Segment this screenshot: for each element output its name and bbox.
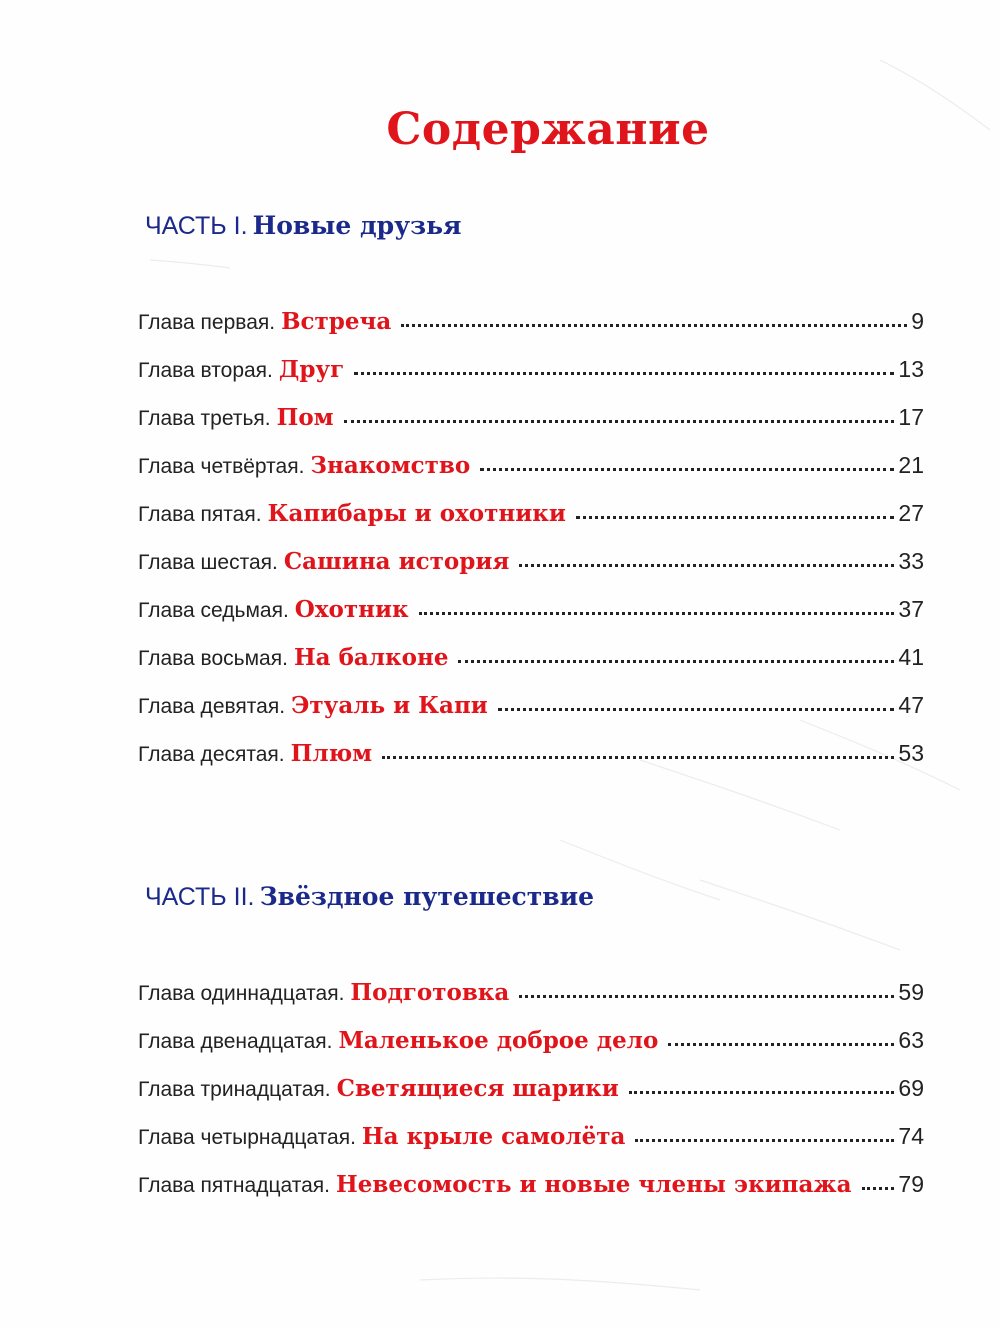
page-number: 74 xyxy=(898,1123,924,1149)
toc-entry xyxy=(138,596,924,636)
page-number: 21 xyxy=(898,452,924,478)
page-number: 13 xyxy=(898,356,924,382)
dot-leader xyxy=(480,467,894,471)
dot-leader xyxy=(576,515,894,519)
toc-entry xyxy=(138,740,924,780)
part-1-title: Новые друзья xyxy=(252,211,462,240)
chapter-label: Глава восьмая. xyxy=(138,647,288,670)
dot-leader xyxy=(668,1042,894,1046)
part-2-heading xyxy=(145,882,594,912)
toc-entry xyxy=(138,500,924,540)
chapter-title: Знакомство xyxy=(310,452,471,479)
page-number: 79 xyxy=(898,1171,924,1197)
toc-entry xyxy=(138,548,924,588)
chapter-label: Глава вторая. xyxy=(138,359,273,382)
chapter-title: Капибары и охотники xyxy=(267,500,566,527)
dot-leader xyxy=(458,659,894,663)
chapter-title: Этуаль и Капи xyxy=(291,692,488,719)
page-number: 17 xyxy=(898,404,924,430)
chapter-label: Глава двенадцатая. xyxy=(138,1030,333,1053)
chapter-label: Глава седьмая. xyxy=(138,599,289,622)
page-number: 63 xyxy=(898,1027,924,1053)
toc-entry xyxy=(138,404,924,444)
chapter-label: Глава пятая. xyxy=(138,503,262,526)
chapter-label: Глава одиннадцатая. xyxy=(138,982,345,1005)
page-number: 41 xyxy=(898,644,924,670)
page-number: 33 xyxy=(898,548,924,574)
chapter-label: Глава четвёртая. xyxy=(138,455,305,478)
dot-leader xyxy=(354,371,894,375)
dot-leader xyxy=(401,323,907,327)
dot-leader xyxy=(519,994,894,998)
dot-leader xyxy=(635,1138,894,1142)
chapter-title: Светящиеся шарики xyxy=(336,1075,619,1102)
chapter-title: Подготовка xyxy=(350,979,510,1006)
chapter-label: Глава четырнадцатая. xyxy=(138,1126,356,1149)
dot-leader xyxy=(382,755,894,759)
chapter-title: На балконе xyxy=(293,644,449,671)
toc-entry xyxy=(138,308,924,348)
dot-leader xyxy=(344,419,895,423)
page-number: 47 xyxy=(898,692,924,718)
chapter-label: Глава тринадцатая. xyxy=(138,1078,331,1101)
page-number: 53 xyxy=(898,740,924,766)
page-number: 37 xyxy=(898,596,924,622)
chapter-title: Пом xyxy=(276,404,334,431)
chapter-label: Глава первая. xyxy=(138,311,276,334)
part-2-label: ЧАСТЬ II. xyxy=(145,883,255,911)
dot-leader xyxy=(519,563,894,567)
dot-leader xyxy=(862,1186,895,1190)
toc-entry xyxy=(138,644,924,684)
chapter-title: На крыле самолёта xyxy=(361,1123,626,1150)
toc-entry xyxy=(138,1171,924,1211)
chapter-title: Невесомость и новые члены экипажа xyxy=(335,1171,852,1198)
toc-entry xyxy=(138,979,924,1019)
page-number: 69 xyxy=(898,1075,924,1101)
chapter-label: Глава десятая. xyxy=(138,743,285,766)
page-number: 59 xyxy=(898,979,924,1005)
chapter-label: Глава пятнадцатая. xyxy=(138,1174,330,1197)
page-number: 9 xyxy=(911,308,924,334)
dot-leader xyxy=(498,707,895,711)
chapter-title: Сашина история xyxy=(283,548,510,575)
part-1-heading xyxy=(145,211,462,241)
page-title: Содержание xyxy=(386,104,710,155)
dot-leader xyxy=(629,1090,895,1094)
chapter-title: Плюм xyxy=(290,740,373,767)
toc-entry xyxy=(138,1027,924,1067)
dot-leader xyxy=(419,611,895,615)
chapter-title: Охотник xyxy=(294,596,409,623)
toc-entry xyxy=(138,692,924,732)
toc-entry xyxy=(138,1123,924,1163)
chapter-title: Маленькое доброе дело xyxy=(338,1027,659,1054)
part-1-label: ЧАСТЬ I. xyxy=(145,212,248,240)
chapter-label: Глава девятая. xyxy=(138,695,286,718)
chapter-label: Глава шестая. xyxy=(138,551,278,574)
chapter-label: Глава третья. xyxy=(138,407,271,430)
page-number: 27 xyxy=(898,500,924,526)
toc-entry xyxy=(138,356,924,396)
toc-entry xyxy=(138,452,924,492)
chapter-title: Встреча xyxy=(281,308,392,335)
toc-entry xyxy=(138,1075,924,1115)
part-2-title: Звёздное путешествие xyxy=(259,882,595,911)
chapter-title: Друг xyxy=(278,356,345,383)
